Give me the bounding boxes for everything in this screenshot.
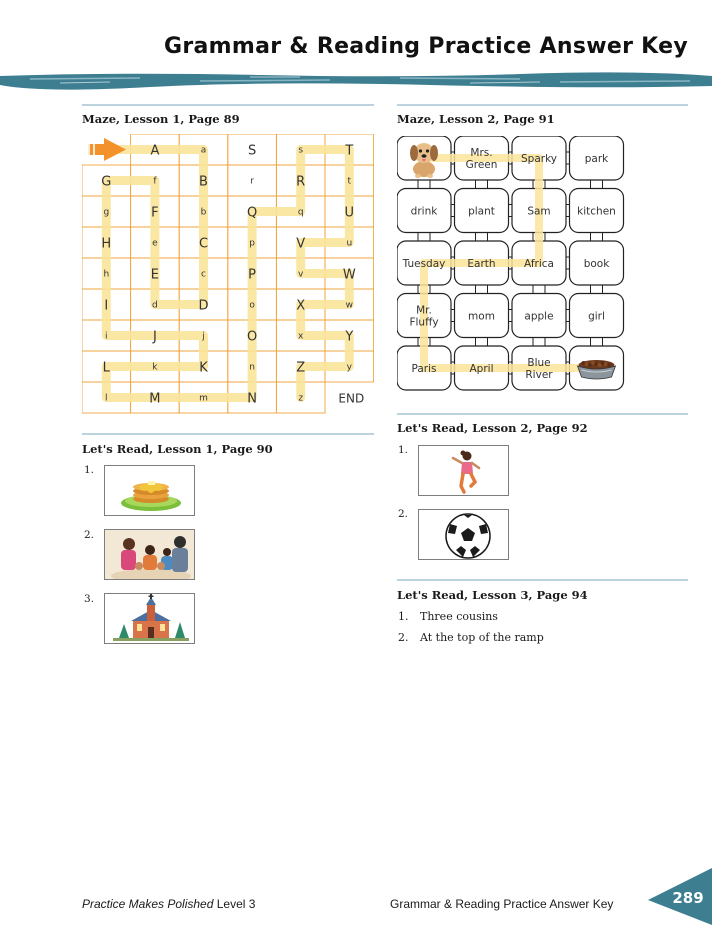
maze-letter: P [248,267,257,283]
maze-letter: p [249,238,255,249]
maze-letter: e [152,238,158,249]
maze-letter: m [199,393,208,404]
church-image [104,593,195,644]
maze-letter: S [247,143,257,159]
maze-word: girl [588,310,605,323]
arrow-stripe [93,144,95,155]
answer-text: At the top of the ramp [420,631,544,644]
maze-letter: u [346,238,353,249]
footer-level: Level 3 [216,897,256,911]
maze-letter: D [198,298,209,314]
maze-letter: J [152,329,157,345]
item-number: 1. [398,444,409,456]
item-number: 3. [84,593,95,605]
maze-letter: t [347,176,352,187]
maze-letter: j [202,331,205,342]
maze-letter: Z [296,360,306,376]
maze-letter: Q [246,205,258,221]
maze-letter: c [201,269,206,280]
maze-letter: v [298,269,304,280]
maze-word: Blue [527,357,551,369]
section-heading-lets-read-3: Let's Read, Lesson 3, Page 94 [397,588,588,602]
maze-letter: I [104,298,109,314]
maze-word: apple [524,310,554,323]
section-rule [397,579,688,581]
maze-word: kitchen [577,205,616,218]
maze-letter: X [296,298,306,314]
maze-letter: U [344,205,355,221]
maze-word: Tuesday [402,258,446,270]
maze-word: Sparky [520,153,558,165]
section-rule [397,104,688,106]
maze-letter: q [297,207,304,218]
maze-word: Green [465,159,498,171]
maze-letter: A [150,143,160,159]
maze-word: book [583,258,610,270]
answer-text: Three cousins [420,610,498,623]
page-number: 289 [672,889,704,907]
maze-word: Earth [467,258,496,270]
maze-lesson1-grid [82,134,374,414]
maze-letter: z [298,393,304,404]
soccer-ball-image [418,509,509,560]
section-heading-lets-read-2: Let's Read, Lesson 2, Page 92 [397,421,588,435]
maze-word: River [525,369,553,381]
item-number: 2. [398,508,409,520]
answer-line [398,610,498,623]
item-number: 2. [84,529,95,541]
maze-letter: E [150,267,160,283]
section-heading-lets-read-1: Let's Read, Lesson 1, Page 90 [82,442,273,456]
maze-letter: T [345,143,354,159]
section-rule [82,433,374,435]
maze-letter: W [342,267,356,283]
maze-word: Paris [411,363,437,375]
pancakes-image [104,465,195,516]
maze-word: Sam [527,205,551,218]
maze-letter: i [105,331,108,342]
footer-book-name: Practice Makes Polished [82,897,214,911]
maze-letter: F [151,205,159,221]
maze-letter: h [103,269,110,280]
maze-letter: o [249,300,255,311]
maze-letter: N [247,391,257,407]
section-rule [82,104,374,106]
answer-number: 2. [398,631,409,644]
maze-letter: b [200,207,207,218]
maze-letter: g [103,207,110,218]
maze-letter: w [345,300,353,311]
brush-stroke-divider [0,70,712,92]
maze-letter: R [296,174,306,190]
maze-letter: s [298,145,304,156]
maze-letter: M [149,391,161,407]
maze-lesson2-grid [397,136,685,398]
maze-letter: H [101,236,112,252]
maze-letter: Y [345,329,354,345]
maze-letter: G [101,174,112,190]
section-heading-maze1: Maze, Lesson 1, Page 89 [82,112,240,126]
maze-letter: n [249,362,255,373]
maze-word: park [584,153,609,165]
section-heading-maze2: Maze, Lesson 2, Page 91 [397,112,555,126]
maze-letter: r [250,176,254,187]
maze-letter: k [152,362,158,373]
maze-letter: B [199,174,208,190]
maze-word: mom [468,310,495,323]
section-rule [397,413,688,415]
maze-letter: x [298,331,304,342]
maze-letter: C [198,236,209,252]
maze-letter: y [346,362,352,373]
maze-word: April [469,363,494,375]
maze-end-label: END [338,391,365,406]
footer-section-title: Grammar & Reading Practice Answer Key [390,897,614,911]
maze-letter: K [199,360,208,376]
arrow-stripe [88,144,90,155]
maze-word: Mrs. [470,147,493,159]
maze-letter: a [200,145,207,156]
maze-word: plant [468,205,495,218]
maze-letter: O [246,329,258,345]
girl-jumping-image [418,445,509,496]
maze-word: Africa [524,258,554,270]
maze-letter: V [296,236,306,252]
maze-word: drink [410,205,438,218]
footer-book-title [82,897,255,911]
maze-word: Fluffy [409,316,439,329]
answer-line [398,631,544,644]
item-number: 1. [84,464,95,476]
dog-food-bowl-icon [578,360,616,379]
family-dinner-image [104,529,195,580]
maze-letter: L [102,360,110,376]
maze-word: Mr. [416,304,432,317]
answer-number: 1. [398,610,409,623]
maze-letter: l [105,393,108,404]
maze-letter: d [152,300,158,311]
page-title: Grammar & Reading Practice Answer Key [164,34,688,59]
maze-letter: f [153,176,157,187]
